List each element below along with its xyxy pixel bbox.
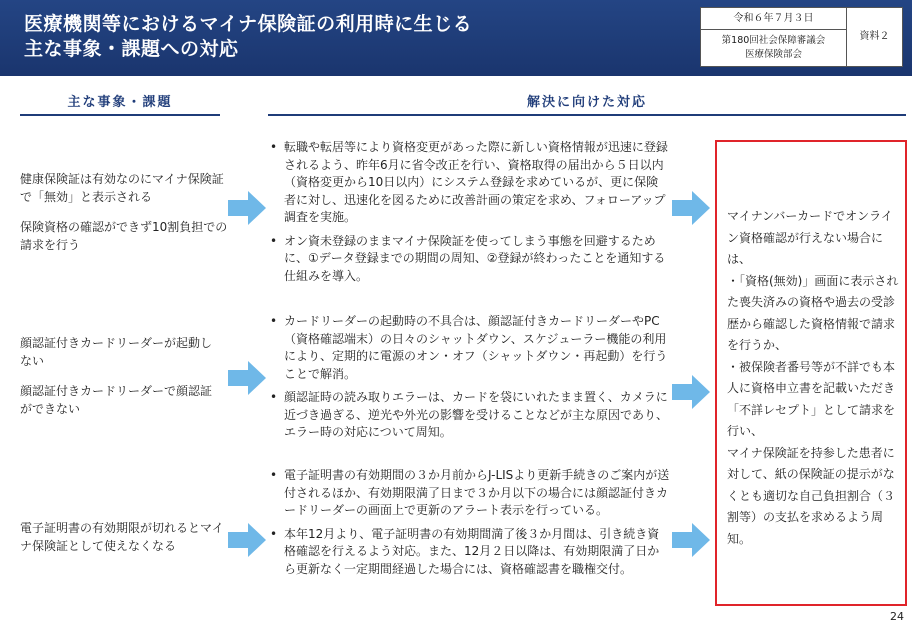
solution-list-3 [270, 467, 670, 584]
council-line-1: 第180回社会保障審議会 [721, 35, 826, 46]
conclusion-text [727, 206, 901, 550]
conclusion-intro: マイナンバーカードでオンライン資格確認が行えない場合には、 [727, 209, 893, 266]
solution-item: • オン資未登録のままマイナ保険証を使ってしまう事態を回避するために、①データ登録までの期間の周知、②登録が終わったことを通知する仕組みを導入。 [270, 233, 670, 286]
issue-group-2 [20, 334, 220, 418]
meta-box [700, 7, 903, 67]
issue-text: 顔認証付きカードリーダーが起動しない [20, 336, 213, 368]
arrow-right-icon [228, 191, 266, 225]
solution-item: • カードリーダーの起動時の不具合は、顔認証付きカードリーダーやPC（資格確認端末）の日々のシャットダウン、スケジューラー機能の利用により、定期的に電源のオン・オフ（シャットダウン・再起動）を行うことで解消。 [270, 313, 670, 383]
title-line-1: 医療機関等におけるマイナ保険証の利用時に生じる [24, 13, 473, 35]
solution-list-1 [270, 139, 670, 291]
issue-group-1 [20, 170, 230, 254]
council-line-2: 医療保険部会 [744, 49, 802, 60]
solutions-column-heading: 解決に向けた対応 [526, 95, 647, 110]
meeting-date: 令和６年７月３日 [701, 8, 847, 30]
conclusion-point-1: ・「資格(無効)」画面に表示された喪失済みの資格や過去の受診歴から確認した資格情報で請求を行うか、 [727, 273, 899, 352]
issue-group-3 [20, 519, 232, 555]
issue-text: 保険資格の確認ができず10割負担での請求を行う [20, 220, 228, 252]
issue-text: 健康保険証は有効なのにマイナ保険証で「無効」と表示される [20, 172, 224, 204]
solution-item: • 顔認証時の読み取りエラーは、カードを袋にいれたまま置く、カメラに近づき過ぎる、逆光や外光の影響を受けることなどが主な原因であり、エラー時の対応について周知。 [270, 389, 670, 442]
council-name [701, 30, 847, 66]
conclusion-closing: マイナ保険証を持参した患者に対して、紙の保険証の提示がなくとも適切な自己負担割合（３割等）の支払を求めるよう周知。 [727, 445, 896, 546]
solutions-heading-underline [268, 114, 906, 116]
title-line-2: 主な事象・課題への対応 [24, 38, 239, 60]
arrow-right-icon [672, 191, 710, 225]
issue-text: 顔認証付きカードリーダーで顔認証ができない [20, 384, 213, 416]
issues-heading-underline [20, 114, 220, 116]
solution-item: • 転職や転居等により資格変更があった際に新しい資格情報が迅速に登録されるよう、昨年6月に省令改正を行い、資格取得の届出から５日以内（資格変更から10日以内）にシステム登録を求めているが、更に保険者に対し、迅速化を図るために改善計画の策定を求め、フォローアップ調査を実施。 [270, 139, 670, 227]
solution-item: • 本年12月より、電子証明書の有効期間満了後３か月間は、引き続き資格確認を行えるよう対応。また、12月２日以降は、有効期限満了日から更新なく一定期間経過した場合には、資格確認書を職権交付。 [270, 526, 670, 579]
solution-item: • 電子証明書の有効期間の３か月前からJ-LISより更新手続きのご案内が送付されるほか、有効期限満了日まで３か月以下の場合には顔認証付きカードリーダーの画面上で更新のアラート表示を行っている。 [270, 467, 670, 520]
page-title [24, 12, 472, 62]
solution-list-2 [270, 313, 670, 448]
issue-text: 電子証明書の有効期限が切れるとマイナ保険証として使えなくなる [20, 521, 224, 553]
issues-column-heading: 主な事象・課題 [67, 95, 173, 110]
arrow-right-icon [228, 361, 266, 395]
arrow-right-icon [228, 523, 266, 557]
highlighted-conclusion-box [715, 140, 907, 606]
arrow-right-icon [672, 523, 710, 557]
arrow-right-icon [672, 375, 710, 409]
document-reference: 資料２ [859, 31, 890, 42]
conclusion-point-2: ・被保険者番号等が不詳でも本人に資格申立書を記載いただき「不詳レセプト」として請求を行い、 [727, 359, 896, 438]
slide-header [0, 0, 912, 76]
page-number: 24 [890, 610, 904, 623]
